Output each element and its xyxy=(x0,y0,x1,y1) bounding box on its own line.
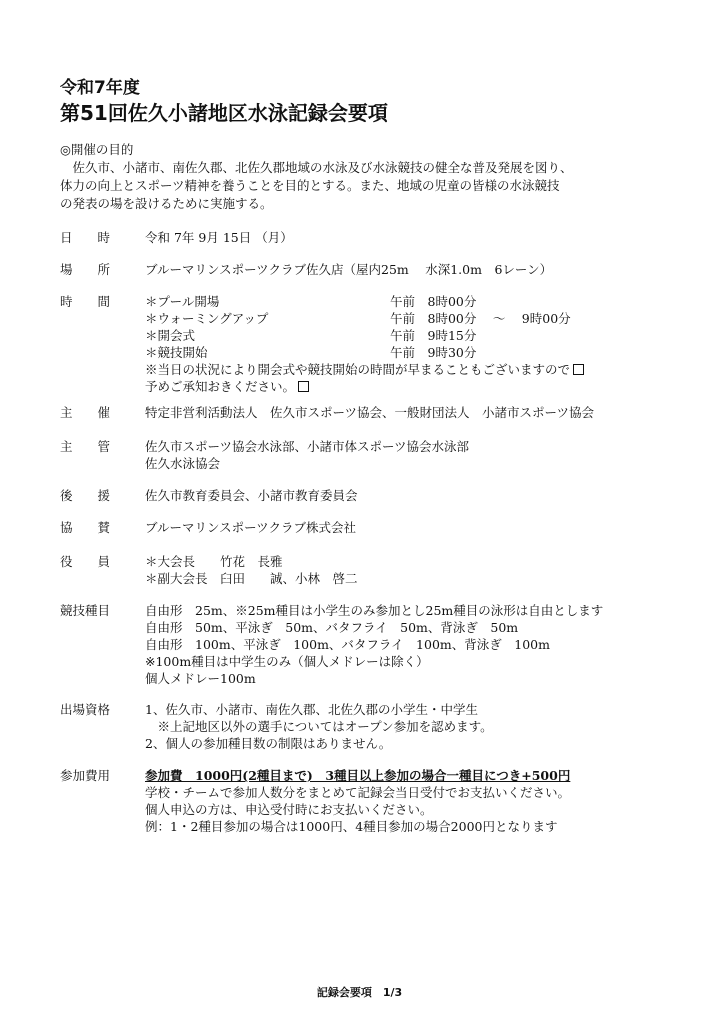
fee-row xyxy=(60,767,700,839)
checkbox-glyph-icon xyxy=(298,381,309,392)
events-label: 競技種目 xyxy=(60,603,111,618)
venue-value: ブルーマリンスポーツクラブ佐久店（屋内25m 水深1.0m 6レーン） xyxy=(145,262,553,277)
events-row xyxy=(60,602,700,692)
sponsor-value: ブルーマリンスポーツクラブ株式会社 xyxy=(145,520,357,535)
fee-headline: 参加費 1000円(2種目まで) 3種目以上参加の場合一種目につき+500円 xyxy=(145,768,571,783)
schedule-event: ＊開会式 xyxy=(145,328,196,343)
schedule-item xyxy=(145,327,705,344)
schedule-list xyxy=(145,293,705,395)
sponsor-label: 協 賛 xyxy=(60,520,111,535)
schedule-event: ＊プール開場 xyxy=(145,294,220,309)
event-line: ※100m種目は中学生のみ（個人メドレーは除く） xyxy=(145,654,429,669)
eligibility-label: 出場資格 xyxy=(60,702,111,717)
support-label: 後 援 xyxy=(60,488,111,503)
purpose-line: 佐久市、小諸市、南佐久郡、北佐久郡地域の水泳及び水泳競技の健全な普及発展を図り、 xyxy=(60,160,573,175)
date-value: 令和 7年 9月 15日 （月） xyxy=(145,230,293,245)
organizer-value: 特定非営利活動法人 佐久市スポーツ協会、一般財団法人 小諸市スポーツ協会 xyxy=(145,405,595,420)
officers-value xyxy=(145,553,705,587)
fee-headline-line xyxy=(145,767,705,784)
events-value xyxy=(145,602,705,687)
schedule-note xyxy=(145,361,705,378)
event-line: 自由形 25m、※25m種目は小学生のみ参加とし25m種目の泳形は自由とします xyxy=(145,603,604,618)
purpose-line: の発表の場を設けるために実施する。 xyxy=(60,196,273,211)
schedule-time: 午前 9時15分 xyxy=(390,328,477,343)
schedule-item xyxy=(145,344,705,361)
manager-row xyxy=(60,438,700,474)
page-footer: 記録会要項 1/3 xyxy=(316,986,403,999)
schedule-event: ＊ウォーミングアップ xyxy=(145,311,269,326)
officer-line: ＊大会長 竹花 長雅 xyxy=(145,554,283,569)
event-line: 個人メドレー100m xyxy=(145,671,256,686)
schedule-time: 午前 9時30分 xyxy=(390,345,477,360)
purpose-section xyxy=(60,141,670,213)
fee-value xyxy=(145,767,705,835)
fee-label: 参加費用 xyxy=(60,768,111,783)
schedule-event: ＊競技開始 xyxy=(145,345,208,360)
officers-label: 役 員 xyxy=(60,554,111,569)
manager-value xyxy=(145,438,705,472)
schedule-item xyxy=(145,293,705,310)
checkbox-glyph-icon xyxy=(573,364,584,375)
schedule-note xyxy=(145,378,705,395)
officers-row xyxy=(60,553,700,589)
schedule-item xyxy=(145,310,705,327)
event-line: 自由形 50m、平泳ぎ 50m、バタフライ 50m、背泳ぎ 50m xyxy=(145,620,519,635)
schedule-note-text: ※当日の状況により開会式や競技開始の時間が早まることもございますので xyxy=(145,362,571,377)
organizer-label: 主 催 xyxy=(60,405,111,420)
event-line: 自由形 100m、平泳ぎ 100m、バタフライ 100m、背泳ぎ 100m xyxy=(145,637,550,652)
purpose-heading: ◎開催の目的 xyxy=(60,142,134,157)
fee-line: 個人申込の方は、申込受付時にお支払いください。 xyxy=(145,802,433,817)
eligibility-line: ※上記地区以外の選手についてはオープン参加を認めます。 xyxy=(145,719,493,734)
schedule-time: 午前 8時00分 ～ 9時00分 xyxy=(390,311,571,326)
schedule-time: 午前 8時00分 xyxy=(390,294,477,309)
fee-line: 学校・チームで参加人数分をまとめて記録会当日受付でお支払いください。 xyxy=(145,785,571,800)
schedule-label: 時 間 xyxy=(60,294,111,309)
purpose-line: 体力の向上とスポーツ精神を養うことを目的とする。また、地域の児童の皆様の水泳競技 xyxy=(60,178,560,193)
eligibility-line: 1、佐久市、小諸市、南佐久郡、北佐久郡の小学生・中学生 xyxy=(145,702,478,717)
eligibility-value xyxy=(145,701,705,752)
eligibility-line: 2、個人の参加種目数の制限はありません。 xyxy=(145,736,392,751)
fee-line: 例：1・2種目参加の場合は1000円、4種目参加の場合2000円となります xyxy=(145,819,558,834)
schedule-note-text: 予めご承知おきください。 xyxy=(145,379,296,394)
date-label: 日 時 xyxy=(60,230,111,245)
eligibility-row xyxy=(60,701,700,755)
manager-line: 佐久市スポーツ協会水泳部、小諸市体スポーツ協会水泳部 xyxy=(145,439,470,454)
officer-line: ＊副大会長 臼田 誠、小林 啓二 xyxy=(145,571,358,586)
schedule-row xyxy=(60,293,700,393)
manager-label: 主 管 xyxy=(60,439,111,454)
venue-label: 場 所 xyxy=(60,262,111,277)
document-title: 第51回佐久小諸地区水泳記録会要項 xyxy=(60,101,388,125)
fiscal-year-heading: 令和7年度 xyxy=(60,78,140,98)
support-value: 佐久市教育委員会、小諸市教育委員会 xyxy=(145,488,358,503)
manager-line: 佐久水泳協会 xyxy=(145,456,221,471)
